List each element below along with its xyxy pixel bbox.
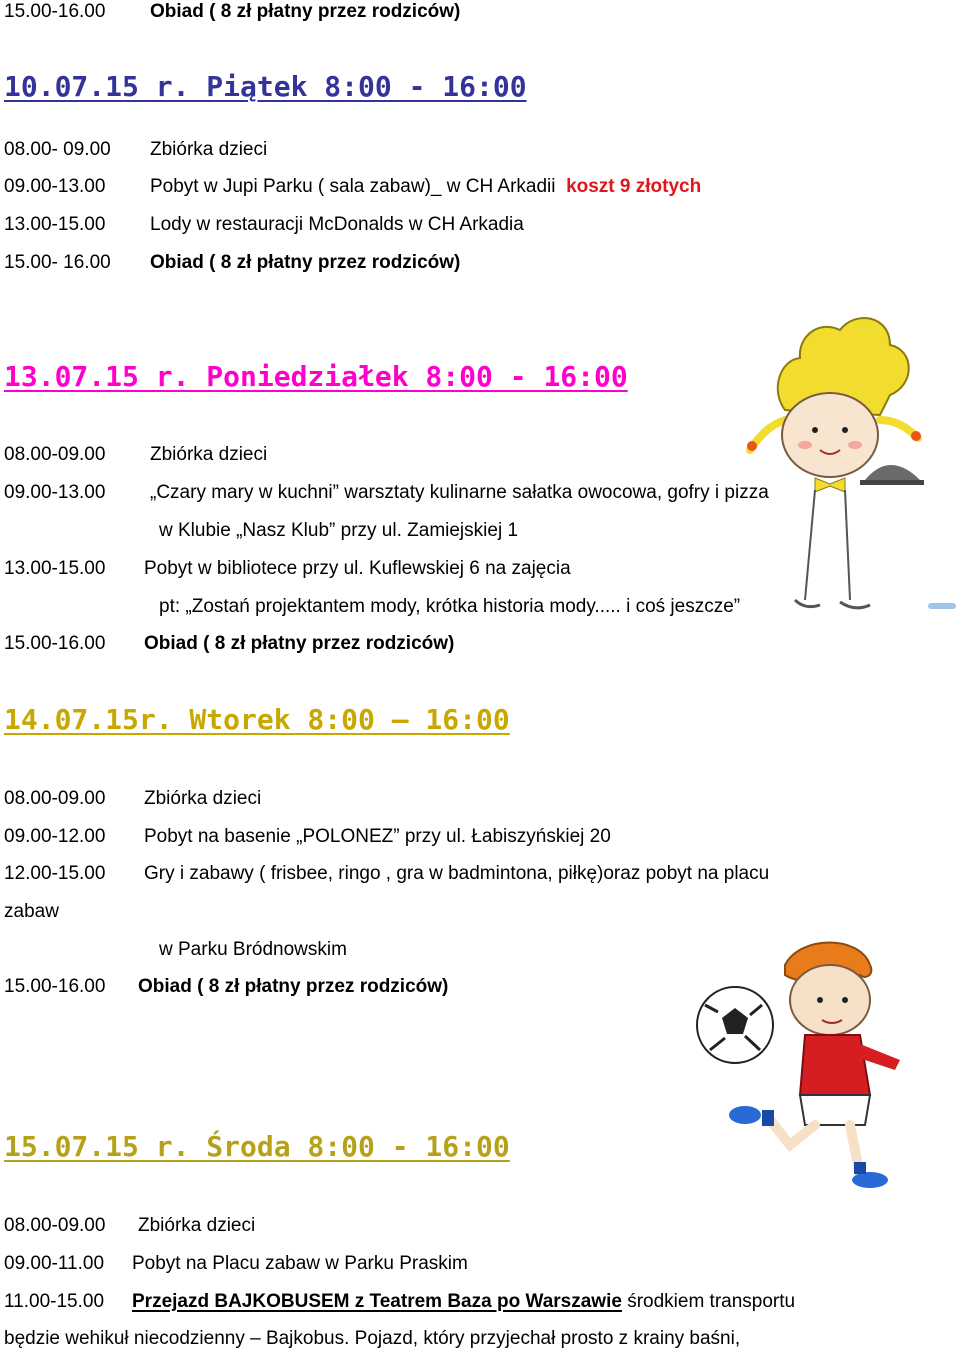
schedule-row xyxy=(4,252,460,274)
row-time: 08.00-09.00 xyxy=(4,444,106,465)
row-time: 09.00-13.00 xyxy=(4,482,106,503)
row-time: 08.00-09.00 xyxy=(4,788,106,809)
row-desc: Pobyt na Placu zabaw w Parku Praskim xyxy=(132,1253,468,1274)
row-desc: Obiad ( 8 zł płatny przez rodziców) xyxy=(150,252,461,273)
row-time: 12.00-15.00 xyxy=(4,863,106,884)
row-desc: środkiem transportu xyxy=(621,1291,796,1312)
schedule-row-continuation: zabaw xyxy=(4,901,59,922)
schedule-row xyxy=(4,558,571,580)
day-heading-tuesday: 14.07.15r. Wtorek 8:00 – 16:00 xyxy=(4,703,510,736)
row-desc: Zbiórka dzieci xyxy=(144,788,262,809)
schedule-row-continuation: będzie wehikuł niecodzienny – Bajkobus. Pojazd, który przyjechał prosto z krainy baśni, xyxy=(4,1328,741,1349)
schedule-row xyxy=(4,788,261,810)
row-time: 13.00-15.00 xyxy=(4,214,106,235)
football-boy-illustration xyxy=(690,930,940,1190)
day-heading-wednesday: 15.07.15 r. Środa 8:00 - 16:00 xyxy=(4,1130,510,1163)
schedule-row xyxy=(4,826,611,848)
row-desc: Pobyt na basenie „POLONEZ” przy ul. Łabiszyńskiej 20 xyxy=(144,826,611,847)
row-desc: Obiad ( 8 zł płatny przez rodziców) xyxy=(138,976,449,997)
row-desc: Zbiórka dzieci xyxy=(150,139,268,160)
schedule-row xyxy=(4,1,460,23)
schedule-row-continuation: w Klubie „Nasz Klub” przy ul. Zamiejskiej 1 xyxy=(159,520,519,541)
chef-girl-illustration xyxy=(730,300,930,630)
row-desc: Obiad ( 8 zł płatny przez rodziców) xyxy=(150,1,461,22)
row-desc: Zbiórka dzieci xyxy=(150,444,268,465)
row-desc-bold: Przejazd BAJKOBUSEM z Teatrem Baza po Warszawie xyxy=(132,1291,622,1312)
schedule-row xyxy=(4,1215,255,1237)
schedule-row xyxy=(4,1253,468,1275)
row-desc: Zbiórka dzieci xyxy=(138,1215,256,1236)
schedule-row xyxy=(4,633,454,655)
row-desc: Pobyt w Jupi Parku ( sala zabaw)_ w CH Arkadii xyxy=(150,176,556,197)
schedule-row xyxy=(4,214,524,236)
row-time: 15.00- 16.00 xyxy=(4,252,111,273)
schedule-row-continuation: w Parku Bródnowskim xyxy=(159,939,347,960)
row-desc: Pobyt w bibliotece przy ul. Kuflewskiej 6 na zajęcia xyxy=(144,558,571,579)
schedule-row xyxy=(4,1291,795,1313)
cost-note: koszt 9 złotych xyxy=(566,176,702,197)
row-desc: Obiad ( 8 zł płatny przez rodziców) xyxy=(144,633,455,654)
row-desc: Gry i zabawy ( frisbee, ringo , gra w badmintona, piłkę)oraz pobyt na placu xyxy=(144,863,770,884)
schedule-row xyxy=(4,976,448,998)
day-heading-monday: 13.07.15 r. Poniedziałek 8:00 - 16:00 xyxy=(4,360,628,393)
schedule-row xyxy=(4,444,267,466)
row-time: 11.00-15.00 xyxy=(4,1291,105,1312)
row-time: 15.00-16.00 xyxy=(4,976,106,997)
row-time: 15.00-16.00 xyxy=(4,633,106,654)
row-time: 08.00- 09.00 xyxy=(4,139,111,160)
decorative-mark xyxy=(928,603,956,609)
schedule-row xyxy=(4,139,267,161)
row-time: 09.00-11.00 xyxy=(4,1253,105,1274)
schedule-row xyxy=(4,176,701,198)
day-heading-friday: 10.07.15 r. Piątek 8:00 - 16:00 xyxy=(4,70,527,103)
row-time: 15.00-16.00 xyxy=(4,1,106,22)
schedule-row xyxy=(4,482,769,504)
row-time: 09.00-13.00 xyxy=(4,176,106,197)
row-time: 09.00-12.00 xyxy=(4,826,106,847)
schedule-row-continuation: pt: „Zostań projektantem mody, krótka historia mody..... i coś jeszcze” xyxy=(159,596,741,617)
row-desc: Lody w restauracji McDonalds w CH Arkadia xyxy=(150,214,524,235)
row-desc: „Czary mary w kuchni” warsztaty kulinarne sałatka owocowa, gofry i pizza xyxy=(150,482,769,503)
row-time: 08.00-09.00 xyxy=(4,1215,106,1236)
schedule-row xyxy=(4,863,769,885)
row-time: 13.00-15.00 xyxy=(4,558,106,579)
